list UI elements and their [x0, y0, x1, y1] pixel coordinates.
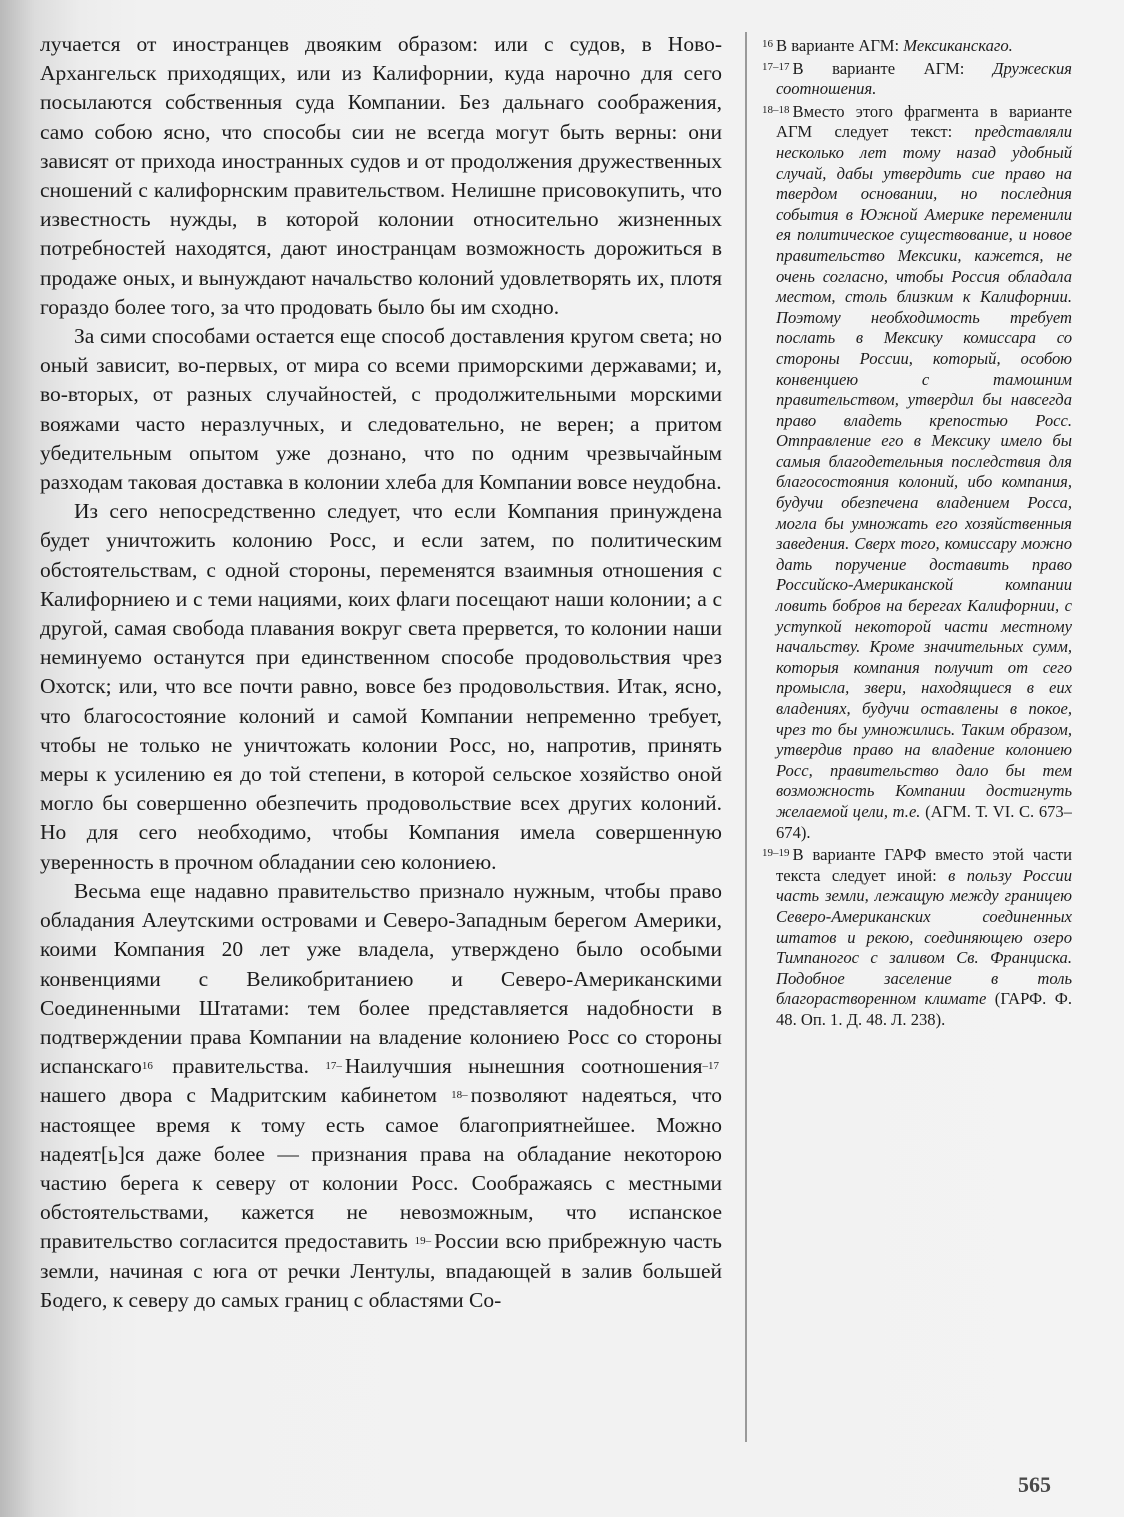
column-divider [745, 32, 747, 1442]
footnote-italic: в пользу России часть земли, лежащую между границею Северо-Американских соединенных штатов и рекою, соединяющею озеро Тимпаногос с заливом Св. Франциска. Подобное заселение в толь благорастворенном климате [776, 865, 1072, 1009]
main-text-column [40, 30, 722, 1460]
footnote-number: 19–19 [762, 847, 790, 860]
footnote-ref-19-start: 19– [414, 1235, 432, 1248]
footnote-ref-17-start: 17– [325, 1060, 342, 1073]
footnote-text: В варианте АГМ: [776, 36, 904, 55]
paragraph-4 [40, 877, 722, 1315]
paragraph-4-text-3: Наилучшия нынешния соотношения [344, 1054, 703, 1079]
footnote-16 [762, 34, 1072, 57]
paragraph-4-text-5: позволяют надеяться, что настоящее время к тому есть самое благоприятнейшее. Можно надеят[ь]ся даже более — признания права на обладание некоторою частию берега к северу от колонии Росс. Соображаясь с местными обстоятельствами, кажется не невозможным, что испанское правительство согласится предоставить [40, 1083, 722, 1254]
page-number: 565 [1018, 1472, 1051, 1497]
footnote-18 [762, 100, 1072, 843]
footnote-ref-17-end: –17 [702, 1060, 719, 1073]
paragraph-4-text-6: России всю прибрежную часть земли, начиная с юга от речки Лентулы, впадающей в залив большей Бодего, к северу до самых границ с областями Со- [40, 1229, 722, 1312]
paragraph-4-text-1: Весьма еще надавно правительство признало нужным, чтобы право обладания Алеутскими островами и Северо-Западным берегом Америки, коими Компания 20 лет уже владела, утверждено было особыми конвенциями с Великобританиею и Северо-Американскими Соединенными Штатами: тем более представляется надобности в подтверждении права Компании на владение колониею Росс со стороны испанскаго [40, 878, 722, 1079]
footnote-tail: (ГАРФ. Ф. 48. Оп. 1. Д. 48. Л. 238). [776, 989, 1072, 1029]
footnote-ref-16: 16 [141, 1060, 153, 1073]
footnote-ref-18-start: 18– [451, 1089, 468, 1102]
footnote-19 [762, 843, 1072, 1030]
footnote-tail: (АГМ. Т. VI. С. 673–674). [776, 801, 1072, 842]
paragraph-1: лучается от иностранцев двояким образом: или с судов, в Ново-Архангельск приходящих, или из Калифорнии, куда нарочно для сего посылаются собственныя суда Компании. Без дальнаго соображения, само собою ясно, что способы сии не всегда могут быть верны: они зависят от прихода иностранных судов и от продолжения дружественных сношений с калифорнским правительством. Нелишне присовокупить, что известность нужды, в которой колонии относительно жизненных потребностей находятся, дают иностранцам возможность дорожиться в продаже оных, и вынуждают начальство колоний удовлетворять их, плотя гораздо более того, за что продовать было бы им сходно. [40, 32, 722, 319]
paragraph-4-text-2: правительства. [155, 1054, 326, 1079]
footnote-text: Вместо этого фрагмента в варианте АГМ следует текст: [776, 101, 1072, 142]
footnotes-column [762, 34, 1072, 1324]
paragraph-4-text-4: нашего двора с Мадритским кабинетом [40, 1083, 452, 1108]
paragraph-3: Из сего непосредственно следует, что если Компания принуждена будет уничтожить колонию Росс, и если затем, по политическим обстоятельствам, с одной стороны, переменятся взаимныя отношения с Калифорниею и с теми нациями, коих флаги посещают наши колонии; а с другой, самая свобода плавания вокруг света прервется, то колонии наши неминуемо останутся при единственном способе продовольствия чрез Охотск; или, что все почти равно, вовсе без продовольствия. Итак, ясно, что благосостояние колоний и самой Компании непременно требует, чтобы не только не уничтожать колонии Росс, но, напротив, принять меры к усилению ея до той степени, в которой сельское хозяйство оной могло бы совершенно обезпечить продовольствие всех других колоний. Но для сего необходимо, чтобы Компания имела совершенную уверенность в прочном обладании сею колониею. [40, 499, 722, 874]
paragraph-2: За сими способами остается еще способ доставления кругом света; но оный зависит, во-первых, от мира со всеми приморскими державами; и, во-вторых, от разных случайностей, с продолжительными морскими вояжами часто неразлучных, и следовательно, не верен; а притом убедительным опытом уже дознано, что по одним чрезвычайным разходам таковая доставка в колонии хлеба для Компании вовсе неудобна. [40, 324, 722, 495]
footnote-italic: представляли несколько лет тому назад удобный случай, дабы утвердить сие право на твердом основании, но последния события в Южной Америке переменили ея политическое существование, и новое правительство Мексики, кажется, не очень согласно, чтобы Россия обладала местом, столь близким к Калифорнии. Поэтому необходимость требует послать в Мексику комиссара со стороны России, который, особою конвенциею с тамошним правительством, утвердил бы навсегда право владеть крепостью Росс. Отправление его в Мексику имело бы самыя благодетельныя последствия для благосостояния колоний, ибо компания, будучи обезпечена владением Росса, могла бы умножать его хозяйственныя заведения. Сверх того, комиссару можно дать поручение доставить право Российско-Американской компании ловить бобров на берегах Калифорнии, с уступкой некоторой части местному начальству. Кроме значительных сумм, которыя компания получит от сего промысла, звери, находящиеся в еих владениях, будучи оставлены в покое, чрез то бы умножились. Таким образом, утвердив право на владение колониею Росс, правительство дало бы тем возможность Компании достигнуть желаемой цели, т.е. [776, 122, 1072, 821]
footnote-text: В варианте АГМ: [792, 58, 993, 78]
footnote-italic: Мексиканскаго. [903, 36, 1013, 55]
footnote-number: 17–17 [762, 60, 790, 73]
footnote-italic: Дружеския соотношения. [776, 58, 1072, 99]
footnote-17 [762, 57, 1072, 100]
footnote-number: 18–18 [762, 103, 790, 116]
footnote-number: 16 [762, 38, 773, 50]
footnote-text: В варианте ГАРФ вместо этой части текста следует иной: [776, 845, 1072, 885]
